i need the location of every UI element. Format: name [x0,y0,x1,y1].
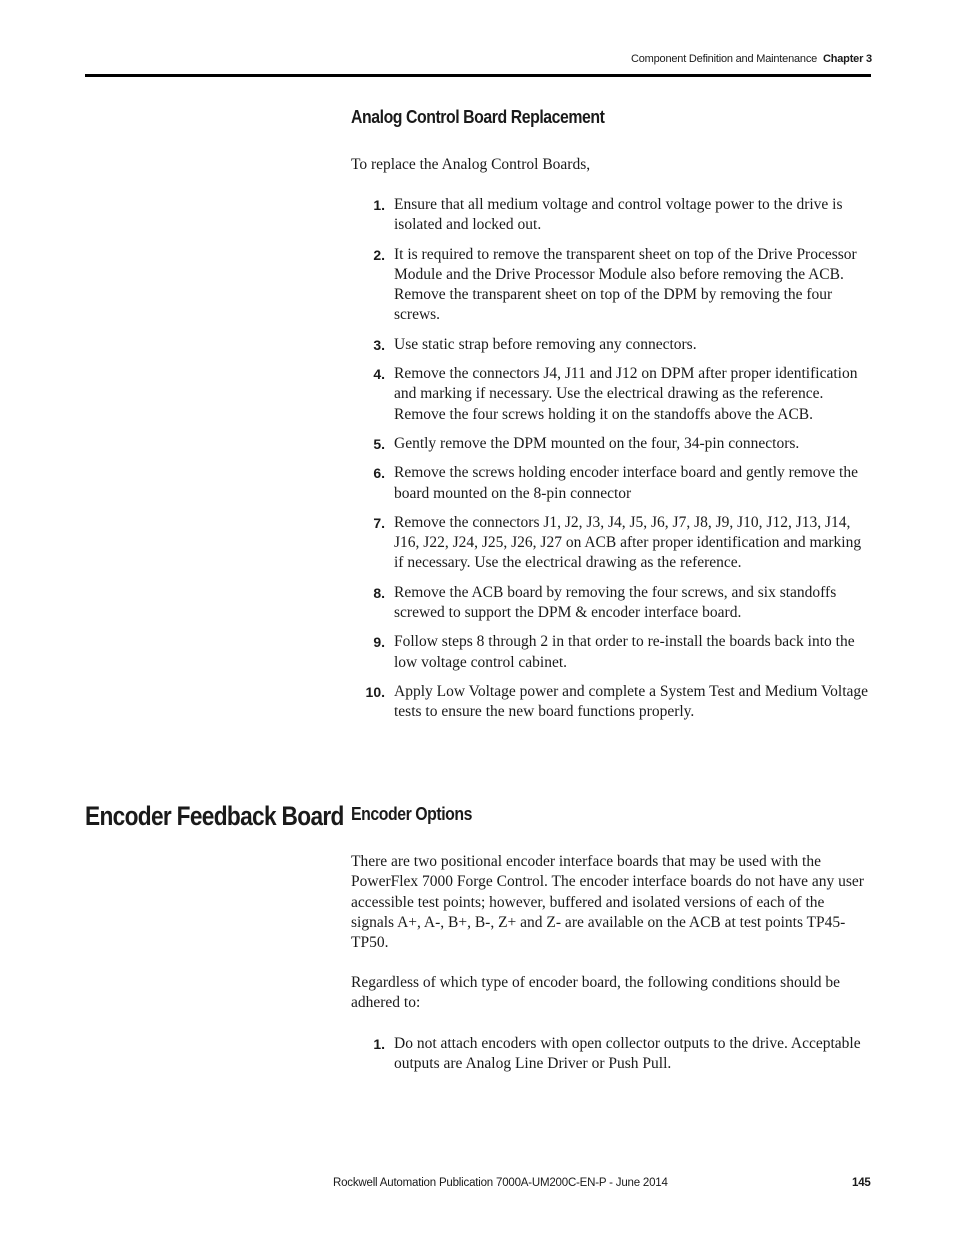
step-text: Follow steps 8 through 2 in that order to re-install the boards back into the low voltage control cabinet. [394,633,855,671]
encoder-paragraph-1: There are two positional encoder interface boards that may be used with the PowerFlex 7000 Forge Control. The encoder interface boards do not have any user accessible test points; however, buffered and isolated versions of each of the signals A+, A-, B+, B-, Z+ and Z- are available on the ACB at test points TP45-TP50. [351,853,864,952]
step-number: 1. [373,197,385,213]
step-number: 4. [373,366,385,383]
running-header-section: Component Definition and Maintenance [631,53,818,65]
list-item [351,195,871,236]
step-number: 2. [373,246,385,263]
list-item [351,245,871,326]
step-text: Remove the screws holding encoder interface board and gently remove the board mounted on the 8-pin connector [394,464,858,502]
encoder-feedback-board-heading: Encoder Feedback Board [85,801,344,831]
step-text: Remove the connectors J1, J2, J3, J4, J5, J6, J7, J8, J9, J10, J12, J13, J14, J16, J22, J24, J25, J26, J27 on ACB after proper identification and marking if necessary. Use the electrical drawing as the reference. [394,513,862,572]
step-number: 1. [373,1036,385,1052]
step-text: Use static strap before removing any connectors. [394,335,697,353]
step-number: 10. [365,683,385,700]
step-text: Remove the ACB board by removing the four screws, and six standoffs screwed to support the DPM & encoder interface board. [394,583,837,622]
list-item [351,632,871,673]
list-item [351,583,871,624]
acb-intro: To replace the Analog Control Boards, [351,156,591,173]
step-number: 8. [373,584,385,601]
list-item [351,513,871,574]
encoder-conditions-list [351,1034,871,1084]
acb-steps-list [351,195,871,732]
step-number: 5. [373,435,385,452]
list-item [351,364,871,425]
step-number: 7. [373,514,385,531]
step-number: 3. [373,336,385,353]
step-text: Ensure that all medium voltage and control voltage power to the drive is isolated and locked out. [394,196,843,234]
footer-page-number: 145 [852,1177,871,1189]
list-item [351,463,871,504]
encoder-options-heading: Encoder Options [351,804,473,824]
step-number: 6. [373,465,385,482]
list-item [351,1034,871,1075]
acb-replacement-heading: Analog Control Board Replacement [351,107,605,127]
running-header-chapter: Chapter 3 [823,53,872,65]
step-text: It is required to remove the transparent sheet on top of the Drive Processor Module and the Drive Processor Module also before removing the ACB. Remove the transparent sheet on top of the DPM by removing the four screws. [394,245,857,324]
step-text: Apply Low Voltage power and complete a System Test and Medium Voltage tests to ensure the new board functions properly. [394,682,869,721]
step-text: Remove the connectors J4, J11 and J12 on DPM after proper identification and marking if necessary. Use the electrical drawing as the reference. Remove the four screws holding it on the standoffs above the ACB. [394,365,858,423]
step-text: Do not attach encoders with open collector outputs to the drive. Acceptable outputs are Analog Line Driver or Push Pull. [394,1035,861,1073]
encoder-paragraph-2: Regardless of which type of encoder board, the following conditions should be adhered to: [351,974,840,1012]
list-item [351,682,871,723]
list-item [351,335,871,355]
step-text: Gently remove the DPM mounted on the four, 34-pin connectors. [394,434,800,452]
step-number: 9. [373,634,385,651]
list-item [351,434,871,454]
header-rule [85,74,871,77]
footer-publication: Rockwell Automation Publication 7000A-UM200C-EN-P - June 2014 [333,1177,668,1189]
